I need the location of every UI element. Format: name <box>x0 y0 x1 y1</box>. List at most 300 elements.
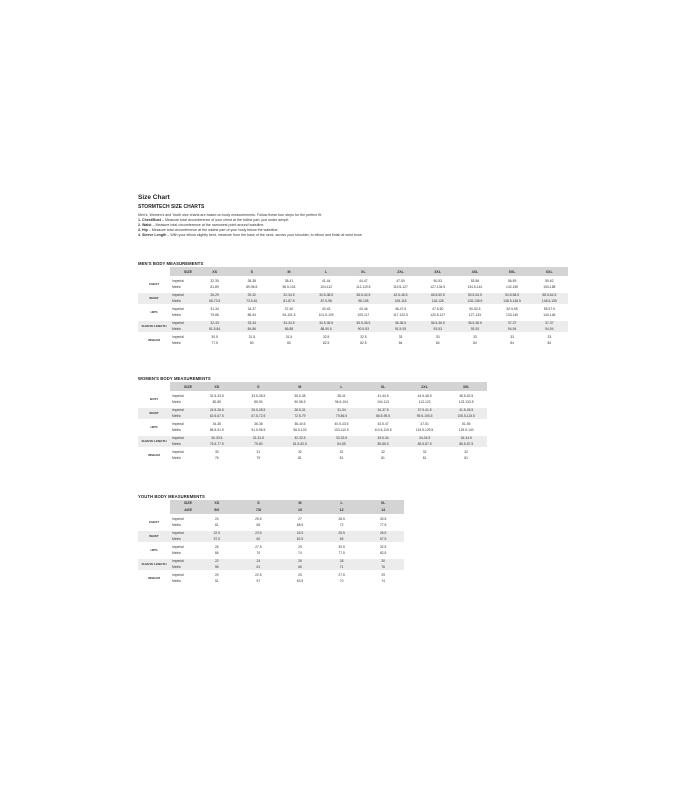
imperial-value: 25.5 <box>321 531 363 537</box>
metric-value: 90-96.5 <box>294 399 306 404</box>
size-header: 3XL <box>419 267 456 276</box>
metric-value: 104-112 <box>320 284 333 289</box>
metric-value: 81-89 <box>210 284 219 289</box>
header-row <box>138 267 568 276</box>
unit-label-metric: Metric <box>170 537 196 543</box>
metric-value: 103-110.5 <box>334 427 349 432</box>
age-label: AGE <box>170 507 196 514</box>
metric-value: 80-85 <box>212 399 221 404</box>
imperial-value: 37-37 <box>494 321 531 327</box>
size-header: 2XL <box>404 382 446 391</box>
metric-value: 127-133 <box>468 312 481 317</box>
age-header: 7/8 <box>238 507 280 514</box>
imperial-value: 47-51 <box>420 422 429 426</box>
metric-value: 119.5-129.5 <box>415 427 434 432</box>
imperial-value: 32-35 <box>210 279 219 283</box>
metric-value: 87.5-98 <box>308 299 345 305</box>
imperial-value: 30.5 <box>379 517 387 521</box>
metric-value: 140-146 <box>543 312 556 317</box>
metric-value: 81 <box>422 455 427 460</box>
size-header: 2XL <box>382 267 419 276</box>
metric-value: 66-73.5 <box>196 299 233 305</box>
metric-value: 65 <box>321 537 363 543</box>
metric-value: 96.5-104 <box>334 399 348 404</box>
imperial-value: 33-33.5 <box>321 436 363 442</box>
imperial-value: 27.5 <box>255 545 262 549</box>
size-header: L <box>321 382 363 391</box>
metric-value: 85-90 <box>254 399 263 404</box>
metric-value: 76 <box>214 455 219 460</box>
imperial-value: 50-52.5 <box>469 307 481 311</box>
intro-step: 1. Chest/Bust – Measure total circumference of your chest at the fullest part, just under armpit. <box>138 218 290 222</box>
metric-value: 86.5-95.5 <box>362 414 404 420</box>
mens-size-table <box>138 267 568 346</box>
size-header: XL <box>345 267 382 276</box>
womens-size-table <box>138 382 487 461</box>
imperial-value: 30.5 <box>211 335 218 339</box>
imperial-value: 24 <box>214 517 219 521</box>
age-header: 14 <box>362 507 404 514</box>
intro-step: 2. Waist – Measure total circumference at the narrowest point around waistline. <box>138 223 265 227</box>
metric-value: 62.5 <box>279 537 321 543</box>
unit-label-imperial: Imperial <box>170 321 196 327</box>
size-header: M <box>270 267 307 276</box>
measurement-label: INSEAM <box>148 452 160 457</box>
metric-value: 71 <box>321 565 363 571</box>
metric-value: 80 <box>287 340 291 345</box>
measurement-label: HIPS <box>150 309 158 314</box>
imperial-value: 37-37 <box>531 321 568 327</box>
imperial-value: 35.5-38 <box>294 394 306 398</box>
metric-value: 70 <box>256 550 261 555</box>
imperial-value: 53-56 <box>470 279 480 283</box>
metric-value: 90.5-93 <box>345 327 382 333</box>
metric-value: 84-86 <box>233 327 270 333</box>
imperial-value: 26.5-28.5 <box>238 408 280 414</box>
metric-value: 77.5 <box>211 340 218 345</box>
measurement-label: SLEEVE LENGTH <box>138 559 170 570</box>
metric-value: 84 <box>547 340 552 345</box>
metric-value: 86.5-91.5 <box>209 427 224 432</box>
imperial-value: 32.5 <box>360 335 367 339</box>
unit-label-imperial: Imperial <box>172 517 184 521</box>
header-row <box>138 500 404 507</box>
corner-cell <box>138 507 170 514</box>
metric-value: 94-94 <box>494 327 531 333</box>
imperial-value: 36.5-36.5 <box>419 321 456 327</box>
metric-value: 81-87.5 <box>270 299 307 305</box>
imperial-value: 34-34.5 <box>270 321 307 327</box>
unit-label-imperial: Imperial <box>172 394 184 398</box>
imperial-value: 29 <box>381 573 386 577</box>
unit-label-imperial: Imperial <box>170 531 196 537</box>
measurement-label: WAIST <box>138 408 170 419</box>
metric-value: 138.5-148.5 <box>494 299 531 305</box>
unit-label-metric: Metric <box>170 565 196 571</box>
imperial-value: 56-59 <box>507 279 517 283</box>
unit-label-imperial: Imperial <box>172 279 184 283</box>
metric-value: 129.5-140 <box>458 427 474 432</box>
metric-value: 118-128 <box>419 299 456 305</box>
imperial-value: 26-29 <box>196 293 233 299</box>
unit-label-metric: Metric <box>172 284 181 289</box>
metric-value: 77.5 <box>338 550 345 555</box>
metric-value: 134.5-142 <box>467 284 483 289</box>
intro-step: 3. Hip – Measure total circumference at the widest part of your body below the waistline. <box>138 228 279 232</box>
metric-value: 88-90.5 <box>308 327 345 333</box>
metric-value: 57.5 <box>196 537 238 543</box>
metric-value: 82.5 <box>322 340 330 345</box>
metric-value: 51 <box>214 578 219 583</box>
size-header: S <box>238 500 280 507</box>
metric-value: 91.5-93 <box>382 327 419 333</box>
imperial-value: 36-36.5 <box>382 321 419 327</box>
metric-value: 93-93 <box>456 327 493 333</box>
unit-label-metric: Metric <box>170 442 196 448</box>
size-header: 5XL <box>494 267 531 276</box>
metric-value: 81 <box>381 455 385 460</box>
imperial-value: 38-41 <box>337 394 346 398</box>
metric-value: 148.5-159 <box>531 299 568 305</box>
imperial-value: 27 <box>298 517 302 521</box>
imperial-value: 32 <box>298 450 302 454</box>
metric-value: 81.5-82.5 <box>279 442 321 448</box>
metric-value: 113-123 <box>418 399 431 404</box>
imperial-value: 32 <box>381 450 385 454</box>
age-row <box>138 507 404 514</box>
unit-label-metric: Metric <box>172 340 181 345</box>
metric-value: 72 <box>339 522 344 527</box>
imperial-value: 40.5-43.5 <box>334 422 349 426</box>
metric-value: 108-118 <box>382 299 419 305</box>
unit-label-imperial: Imperial <box>170 408 196 414</box>
imperial-value: 27.5 <box>338 573 345 577</box>
imperial-value: 44.5-48.5 <box>417 394 432 398</box>
unit-label-metric: Metric <box>172 522 181 527</box>
metric-value: 84 <box>398 340 403 345</box>
metric-value: 61 <box>214 522 219 527</box>
size-header: M <box>279 500 321 507</box>
unit-label-imperial: Imperial <box>172 545 184 549</box>
imperial-value: 44-47 <box>359 279 368 283</box>
unit-label-imperial: Imperial <box>172 307 184 311</box>
metric-value: 104-113 <box>377 399 389 404</box>
measurement-label: CHEST <box>148 281 160 286</box>
imperial-value: 35.5-36.5 <box>345 321 382 327</box>
measurement-label: INSEAM <box>148 575 160 580</box>
imperial-value: 43-46 <box>359 307 368 311</box>
imperial-value: 54.5-58.5 <box>494 293 531 299</box>
imperial-value: 40-43 <box>321 307 331 311</box>
imperial-value: 34-34.5 <box>445 436 487 442</box>
metric-value: 84 <box>435 340 440 345</box>
imperial-value: 24.5-26.5 <box>196 408 238 414</box>
size-header: XS <box>196 500 238 507</box>
imperial-value: 41-44.5 <box>377 394 389 398</box>
size-header: 4XL <box>456 267 493 276</box>
metric-value: 81 <box>464 455 469 460</box>
metric-value: 56 <box>196 565 238 571</box>
metric-value: 86.5-87.5 <box>404 442 446 448</box>
metric-value: 70 <box>339 578 344 583</box>
metric-value: 67.5 <box>362 537 404 543</box>
imperial-value: 51-55 <box>461 422 471 426</box>
unit-label-imperial: Imperial <box>172 573 184 577</box>
imperial-value: 22.5 <box>196 531 238 537</box>
unit-label-metric: Metric <box>170 327 196 333</box>
metric-value: 91.5-96.5 <box>251 427 266 432</box>
metric-value: 89-96.5 <box>246 284 258 289</box>
imperial-value: 42.5-46.5 <box>382 293 419 299</box>
imperial-value: 33 <box>473 335 477 339</box>
imperial-value: 48.5-52.5 <box>459 394 474 398</box>
imperial-value: 36.5-36.5 <box>456 321 493 327</box>
imperial-value: 38-40.5 <box>294 422 306 426</box>
imperial-value: 32 <box>422 450 427 454</box>
unit-label-imperial: Imperial <box>172 422 184 426</box>
metric-value: 86.5-87.5 <box>445 442 487 448</box>
size-header: S <box>233 267 270 276</box>
mens-heading: MEN'S BODY MEASUREMENTS <box>138 261 204 266</box>
metric-value: 63.5 <box>296 578 304 583</box>
youth-size-section <box>138 494 404 584</box>
unit-label-metric: Metric <box>172 399 181 404</box>
metric-value: 73.5-81 <box>233 299 270 305</box>
imperial-value: 22 <box>196 559 238 565</box>
metric-value: 94-94 <box>531 327 568 333</box>
size-chart-document <box>138 194 568 583</box>
youth-heading: YOUTH BODY MEASUREMENTS <box>138 494 205 499</box>
intro-lead: Men's, Women's and Youth size charts are based on body measurements. Follow these four steps for the perfect fit: <box>138 213 322 217</box>
imperial-value: 32.5 <box>322 335 330 339</box>
size-header: XL <box>362 500 404 507</box>
imperial-value: 31.5-33.5 <box>209 394 224 398</box>
unit-label-metric: Metric <box>172 550 181 555</box>
document-title: Size Chart <box>138 194 170 201</box>
imperial-value: 32-32.5 <box>279 436 321 442</box>
metric-value: 67.5-72.5 <box>238 414 280 420</box>
imperial-value: 32-33 <box>196 321 233 327</box>
metric-value: 81 <box>298 455 302 460</box>
metric-value: 94-101.5 <box>282 312 296 317</box>
measurement-label: WAIST <box>138 531 170 542</box>
imperial-value: 34-36 <box>212 422 221 426</box>
metric-value: 93-93 <box>419 327 456 333</box>
size-header: M <box>279 382 321 391</box>
metric-value: 95.5-105.5 <box>404 414 446 420</box>
imperial-value: 33 <box>398 335 403 339</box>
metric-value: 79 <box>256 455 261 460</box>
imperial-value: 58.5-62.5 <box>531 293 568 299</box>
imperial-value: 37-40 <box>284 307 294 311</box>
measurement-label: CHEST <box>148 519 160 524</box>
metric-value: 123-133.5 <box>458 399 474 404</box>
metric-value: 84-85 <box>321 442 363 448</box>
metric-value: 62.5-67.5 <box>196 414 238 420</box>
imperial-value: 31.5 <box>285 335 293 339</box>
imperial-value: 37.5-41.5 <box>404 408 446 414</box>
imperial-value: 50-53 <box>433 279 442 283</box>
size-header: 3XL <box>445 382 487 391</box>
imperial-value: 30.5 <box>338 545 345 549</box>
imperial-value: 33.5-35.5 <box>251 394 266 398</box>
metric-value: 133-140 <box>506 312 519 317</box>
imperial-value: 33 <box>510 335 514 339</box>
unit-label-metric: Metric <box>172 578 181 583</box>
metric-value: 66 <box>214 550 219 555</box>
unit-label-metric: Metric <box>172 312 181 317</box>
metric-value: 84 <box>510 340 514 345</box>
measurement-label: HIPS <box>150 424 158 429</box>
imperial-value: 26 <box>279 559 321 565</box>
corner-cell <box>138 267 170 276</box>
imperial-value: 41-44 <box>321 279 331 283</box>
metric-value: 60 <box>238 537 280 543</box>
header-row <box>138 382 487 391</box>
corner-cell <box>138 382 170 391</box>
metric-value: 82.5 <box>360 340 367 345</box>
size-label: SIZE <box>170 267 196 276</box>
corner-cell <box>138 500 170 507</box>
metric-value: 57 <box>256 578 261 583</box>
size-header: S <box>238 382 280 391</box>
imperial-value: 32.5 <box>379 545 387 549</box>
metric-value: 110.5-119.5 <box>374 427 392 432</box>
metric-value: 86-88 <box>270 327 307 333</box>
size-header: XS <box>196 382 238 391</box>
imperial-value: 34.5-35.5 <box>308 321 345 327</box>
document-subtitle: STORMTECH SIZE CHARTS <box>138 204 205 210</box>
measurement-label: BUST <box>149 396 159 401</box>
metric-value: 79-86.5 <box>321 414 363 420</box>
imperial-value: 30-30.5 <box>196 436 238 442</box>
size-label: SIZE <box>170 382 196 391</box>
metric-row <box>138 341 568 347</box>
youth-size-table <box>138 500 404 584</box>
metric-row <box>138 579 404 585</box>
metric-value: 81 <box>339 455 344 460</box>
imperial-value: 23.5 <box>238 531 280 537</box>
metric-value: 112-119.5 <box>356 284 371 289</box>
imperial-value: 31-34 <box>210 307 219 311</box>
imperial-value: 38.5-42.5 <box>345 293 382 299</box>
size-header: 6XL <box>531 267 568 276</box>
imperial-value: 59-62 <box>545 279 554 283</box>
imperial-value: 43.5-47 <box>377 422 389 426</box>
imperial-value: 22.5 <box>255 573 262 577</box>
metric-value: 119.5-127 <box>393 284 408 289</box>
imperial-value: 46.5-50.5 <box>419 293 456 299</box>
metric-value: 77.5 <box>379 522 387 527</box>
size-header: L <box>308 267 345 276</box>
unit-label-imperial: Imperial <box>170 293 196 299</box>
metric-value: 66 <box>279 565 321 571</box>
unit-label-metric: Metric <box>170 299 196 305</box>
metric-value: 76 <box>362 565 404 571</box>
womens-size-section <box>138 376 487 461</box>
metric-value: 79-80 <box>238 442 280 448</box>
metric-value: 142-150 <box>506 284 519 289</box>
metric-value: 120.5-127 <box>430 312 446 317</box>
imperial-value: 30 <box>214 450 219 454</box>
imperial-value: 33-34 <box>233 321 270 327</box>
metric-value: 105.5-115.5 <box>445 414 487 420</box>
mens-size-section <box>138 261 568 346</box>
imperial-value: 34-37.5 <box>362 408 404 414</box>
imperial-value: 26.5 <box>362 531 404 537</box>
unit-label-imperial: Imperial <box>172 450 184 454</box>
imperial-value: 31-31.5 <box>238 436 280 442</box>
imperial-value: 33.5-34 <box>362 436 404 442</box>
imperial-value: 50.5-54.5 <box>456 293 493 299</box>
intro-text <box>138 213 568 238</box>
imperial-value: 55-57.5 <box>543 307 555 311</box>
metric-value: 79-86 <box>210 312 219 317</box>
imperial-value: 32 <box>464 450 469 454</box>
unit-label-metric: Metric <box>170 414 196 420</box>
metric-value: 98-108 <box>345 299 382 305</box>
metric-value: 74 <box>298 550 302 555</box>
metric-value: 96.5-104 <box>282 284 296 289</box>
imperial-value: 35-38 <box>247 279 256 283</box>
imperial-value: 20 <box>214 573 219 577</box>
imperial-value: 24.5 <box>279 531 321 537</box>
age-header: 5/6 <box>196 507 238 514</box>
measurement-label: SLEEVE LENGTH <box>138 436 170 447</box>
size-header: XL <box>362 382 404 391</box>
imperial-value: 26 <box>214 545 219 549</box>
metric-value: 65 <box>256 522 261 527</box>
intro-step: 4. Sleeve Length – With your elbow slightly bent, measure from the base of the neck, across your shoulder, to elbow and finish at wrist bone. <box>138 233 363 237</box>
imperial-value: 28.5 <box>338 517 345 521</box>
measurement-label: HIPS <box>150 547 158 552</box>
metric-value: 109-117 <box>357 312 370 317</box>
unit-label-imperial: Imperial <box>170 436 196 442</box>
imperial-value: 28.5-31 <box>279 408 321 414</box>
imperial-value: 36-38 <box>254 422 263 426</box>
imperial-value: 33 <box>547 335 552 339</box>
metric-value: 128-138.5 <box>456 299 493 305</box>
size-header: XS <box>196 267 233 276</box>
metric-value: 76.5-77.5 <box>196 442 238 448</box>
imperial-value: 31-34 <box>321 408 363 414</box>
metric-value: 101.5-109 <box>318 312 334 317</box>
imperial-value: 52.5-55 <box>506 307 518 311</box>
imperial-value: 41.5-45.5 <box>445 408 487 414</box>
unit-label-imperial: Imperial <box>170 559 196 565</box>
metric-value: 61 <box>238 565 280 571</box>
measurement-label: SLEEVE LENGTH <box>138 321 170 332</box>
metric-value: 86-94 <box>247 312 256 317</box>
age-header: 12 <box>321 507 363 514</box>
metric-value: 117-120.5 <box>393 312 408 317</box>
imperial-value: 47.5-50 <box>432 307 444 311</box>
metric-value: 150-158 <box>543 284 556 289</box>
unit-label-metric: Metric <box>172 455 181 460</box>
metric-row <box>138 456 487 462</box>
imperial-value: 33 <box>435 335 440 339</box>
imperial-value: 25 <box>298 573 302 577</box>
imperial-value: 38-41 <box>284 279 294 283</box>
imperial-value: 29-32 <box>233 293 270 299</box>
metric-value: 96.5-103 <box>293 427 307 432</box>
imperial-value: 34-34.5 <box>404 436 446 442</box>
measurement-label: WAIST <box>138 293 170 304</box>
size-label: SIZE <box>170 500 196 507</box>
imperial-value: 25.5 <box>255 517 262 521</box>
imperial-value: 30 <box>362 559 404 565</box>
imperial-value: 31.5 <box>248 335 255 339</box>
